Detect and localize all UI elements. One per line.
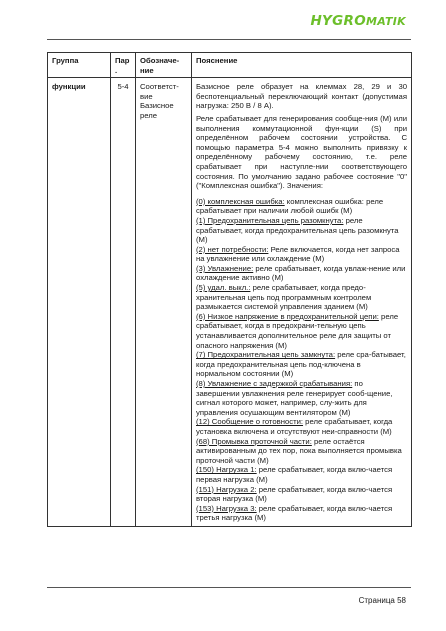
cell-explanation [192, 78, 412, 527]
option-label: (151) Нагрузка 2: [196, 484, 257, 494]
list-item [196, 264, 407, 283]
option-text: реле срабатывает, когда установка включена и отсутствуют неи-справности (М) [196, 417, 393, 436]
list-item [196, 437, 407, 466]
option-text: Реле включается, когда нет запроса на увлажнение или охлаждение (М) [196, 244, 400, 264]
parameter-table [47, 52, 412, 527]
list-item [196, 350, 407, 379]
header-group: Группа [48, 53, 111, 78]
option-text: реле срабатывает, когда вклю-чается третья нагрузка (М) [196, 503, 393, 523]
table-header-row [48, 53, 412, 78]
option-label: (150) Нагрузка 1: [196, 465, 257, 475]
hygromatik-logo: HYGROMATIK [310, 13, 406, 29]
option-text: реле срабатывает, когда вклю-чается вторая нагрузка (М) [196, 484, 393, 504]
option-label: (12) Сообщение о готовности: [196, 417, 304, 427]
list-item [196, 485, 407, 504]
list-item [196, 465, 407, 484]
cell-group: функции [48, 78, 111, 527]
intro-paragraph-1: Базисное реле образует на клеммах 28, 29 и 30 беспотенциальный переключающий контакт (допустимая нагрузка: 250 В / 8 А). [196, 82, 407, 111]
option-text: реле срабатывает, когда в предохрани-тельную цепь устанавливается дополнительное реле для защиты от опасного напряжения (М) [196, 311, 399, 350]
option-text: комплексная ошибка: реле срабатывает при наличии любой ошибк (М) [196, 196, 384, 216]
footer-rule [47, 587, 411, 588]
option-label: (0) комплексная ошибка: [196, 196, 285, 206]
option-text: реле остаётся активированным до тех пор, пока выполняется промывка проточной части (М) [196, 436, 402, 465]
list-item [196, 504, 407, 523]
list-item [196, 417, 407, 436]
option-text: реле срабатывает, когда предо-хранительная цепь под программным контролем размыкается системой управления зданием (М) [196, 283, 372, 312]
options-list [196, 197, 407, 523]
list-item [196, 216, 407, 245]
option-label: (7) Предохранительная цепь замкнута: [196, 350, 336, 360]
option-label: (153) Нагрузка 3: [196, 503, 257, 513]
option-text: реле срабатывает, когда предохранительная цепь разомкнута (М) [196, 215, 399, 245]
option-text: реле сра-батывает, когда предохранительная цепь под-ключена в нормальном состоянии (М) [196, 350, 406, 379]
cell-designation: Соответст- вие Базисное реле [136, 78, 192, 527]
header-explanation: Пояснение [192, 53, 412, 78]
option-text: реле срабатывает, когда вклю-чается первая нагрузка (М) [196, 465, 393, 484]
option-text: по завершении увлажнения реле генерирует сооб-щение, сигнал которого может, например, слу-жить для управления осушающим вентилятором (М) [196, 379, 393, 417]
list-item [196, 283, 407, 312]
option-label: (68) Промывка проточной части: [196, 436, 312, 446]
header-param: Пар . [111, 53, 136, 78]
header-rule [47, 39, 411, 40]
cell-param: 5-4 [111, 78, 136, 527]
option-label: (8) Увлажнение с задержкой срабатывания: [196, 379, 353, 388]
header-designation: Обозначе- ние [136, 53, 192, 78]
list-item [196, 312, 407, 350]
list-item [196, 245, 407, 264]
option-label: (1) Предохранительная цепь разомкнута: [196, 215, 344, 225]
list-item [196, 197, 407, 216]
page-number: Страница 58 [358, 596, 406, 605]
list-item [196, 379, 407, 417]
intro-paragraph-2: Реле срабатывает для генерирования сообще-ния (М) или выполнения коммутационной фун-кции (S) при определённом рабочем состоянии устройства. С помощью параметра 5-4 можно выполнить привязку к определённому рабочему состоянию, т.е. реле срабатывает при наступле-нии соответствующего состояния. По умолчанию задано рабочее состояние "0" ("Комплексная ошибка"). Значения: [196, 113, 407, 191]
option-label: (6) Низкое напряжение в предохранительной цепи: [196, 311, 379, 321]
option-text: реле срабатывает, когда увлаж-нение или охлаждение активно (М) [196, 263, 406, 283]
option-label: (3) Увлажнение: [196, 263, 254, 273]
option-label: (5) удал. выкл.: [196, 283, 251, 293]
table-row [48, 78, 412, 527]
option-label: (2) нет потребности: [196, 244, 269, 254]
